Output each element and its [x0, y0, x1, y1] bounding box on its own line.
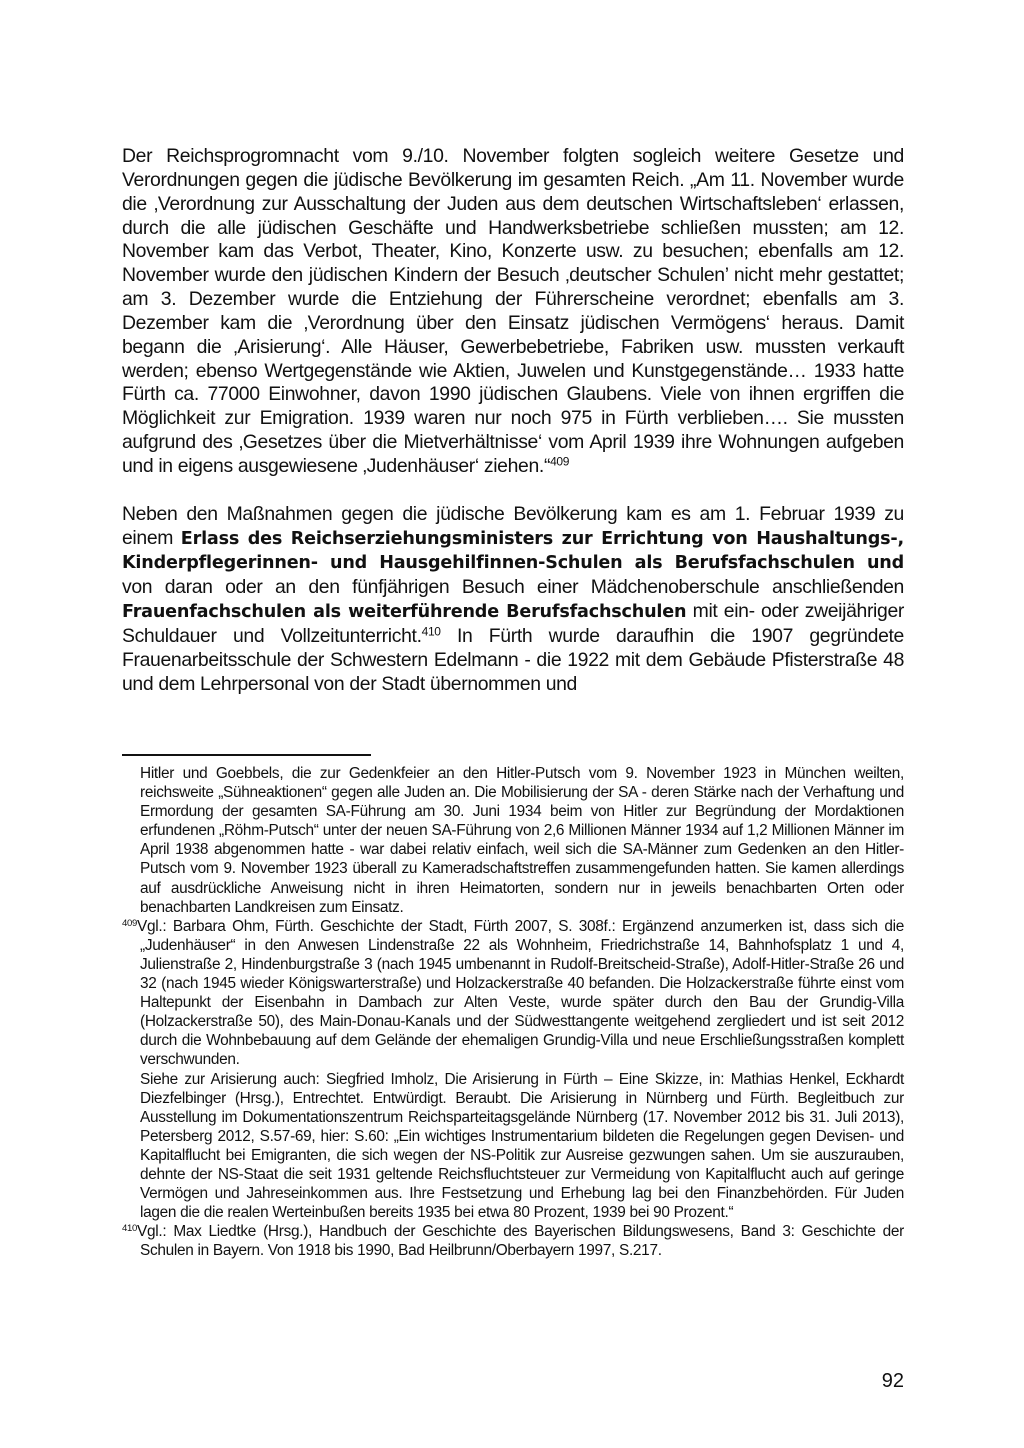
page-number: 92 [881, 1370, 904, 1392]
paragraph-text: Neben den Maßnahmen gegen die jüdische Bevölkerung kam es am 1. Februar 1939 zu einem [122, 502, 904, 549]
footnote-ref-410: 410 [421, 624, 441, 639]
paragraph-text: In Fürth wurde daraufhin die 1907 gegründete Frauenarbeitsschule der Schwestern Edelmann - die 1922 mit dem Gebäude Pfisterstraße 48 und dem Lehrpersonal von der Stadt übernommen und [122, 624, 904, 695]
footnotes [122, 764, 904, 1260]
bold-phrase-frauenfachschulen: Frauenfachschulen als weiterführende Berufsfachschulen [122, 602, 687, 623]
footnote-number: 410 [122, 1223, 138, 1234]
paragraph-text: Der Reichsprogromnacht vom 9./10. November folgten sogleich weitere Gesetze und Verordnungen gegen die jüdische Bevölkerung im gesamten Reich. „Am 11. November wurde die ‚Verordnung zur Ausschaltung der Juden aus dem deutschen Wirtschaftsleben‘ erlassen, durch die alle jüdischen Geschäfte und Handwerksbetriebe schließen mussten; am 12. November kam das Verbot, Theater, Kino, Konzerte usw. zu besuchen; ebenfalls am 12. November wurde den jüdischen Kindern der Besuch ‚deutscher Schulen’ nicht mehr gestattet; am 3. Dezember wurde die Entziehung der Führerscheine verordnet; ebenfalls am 3. Dezember kam die ‚Verordnung über den Einsatz jüdischen Vermögens‘ heraus. Damit begann die ‚Arisierung‘. Alle Häuser, Gewerbebetriebe, Fabriken usw. mussten verkauft werden; ebenso Wertgegenstände wie Aktien, Juwelen und Kunstgegenstände… 1933 hatte Fürth ca. 77000 Einwohner, davon 1990 jüdischen Glaubens. Viele von ihnen ergriffen die Möglichkeit zur Emigration. 1939 waren nur noch 975 in Fürth verblieben…. Sie mussten aufgrund des ‚Gesetzes über die Mietverhältnisse‘ vom April 1939 ihre Wohnungen aufgeben und in eigens ausgewiesene ‚Judenhäuser‘ ziehen.“ [122, 145, 904, 477]
main-text [122, 145, 904, 696]
footnote-text: Vgl.: Barbara Ohm, Fürth. Geschichte der Stadt, Fürth 2007, S. 308f.: Ergänzend anzumerken ist, dass sich die „Judenhäuser“ in den Anwesen Lindenstraße 22 als Wohnheim, Friedrichstraße 14, Bahnhofsplatz 1 und 4, Julienstraße 2, Hindenburgstraße 3 (nach 1945 umbenannt in Rudolf-Breitscheid-Straße), Adolf-Hitler-Straße 26 und 32 (nach 1945 wieder Königswarterstraße) und Holzackerstraße 40 befanden. Die Holzackerstraße führte einst vom Haltepunkt der Eisenbahn in Dambach zur Alten Veste, wurde später durch den Bau der Grundig-Villa (Holzackerstraße 50), des Main-Donau-Kanals und der Südwesttangente weitgehend zergliedert und ist seit 2012 durch die Wohnbebauung auf dem Gelände der ehemaligen Grundig-Villa und neue Erschließungsstraßen komplett verschwunden. [137, 917, 904, 1069]
footnote-410 [122, 1222, 904, 1260]
bold-phrase-erlass: Erlass des Reichserziehungsministers zur Errichtung von Haushaltungs-, Kinderpflegerinnen- und Hausgehilfinnen-Schulen als Berufsfachschulen und [122, 528, 904, 574]
footnote-separator [122, 754, 371, 756]
paragraph-text: mit ein- oder zweijähriger Schuldauer und Vollzeitunterricht. [122, 600, 904, 647]
footnote-ref-409: 409 [550, 454, 570, 469]
paragraph-erlass [122, 503, 904, 697]
footnote-continued: Hitler und Goebbels, die zur Gedenkfeier an den Hitler-Putsch vom 9. November 1923 in München weilten, reichsweite „Sühneaktionen“ gegen alle Juden an. Die Mobilisierung der SA - deren Stärke nach der Verhaftung und Ermordung der gesamten SA-Führung am 30. Juni 1934 beim von Hitler zur Begründung der Mordaktionen erfundenen „Röhm-Putsch“ unter der neuen SA-Führung von 2,6 Millionen Männer 1934 auf 1,2 Millionen Männer im April 1938 abgenommen hatte - war dabei relativ einfach, weil sich die SA-Männer zum Gedenken an den Hitler-Putsch vom 9. November 1923 überall zu Kameradschaftstreffen zusammengefunden hatten. Sie kamen allerdings auf ausdrückliche Anweisung nicht in ihren Heimatorten, sondern nur in jeweils benachbarten Orten oder benachbarten Landkreisen zum Einsatz. [140, 765, 904, 916]
footnote-number: 409 [122, 917, 138, 929]
paragraph-text: von daran oder an den fünfjährigen Besuch einer Mädchenoberschule anschließenden [122, 576, 904, 599]
paragraph-reichspogromnacht [122, 145, 904, 479]
footnote-text: Vgl.: Max Liedtke (Hrsg.), Handbuch der Geschichte des Bayerischen Bildungswesens, Band 3: Geschichte der Schulen in Bayern. Von 1918 bis 1990, Bad Heilbrunn/Oberbayern 1997, S.217. [137, 1223, 904, 1260]
footnote-409-continued: Siehe zur Arisierung auch: Siegfried Imholz, Die Arisierung in Fürth – Eine Skizze, in: Mathias Henkel, Eckhardt Diezfelbinger (Hrsg.), Entrechtet. Entwürdigt. Beraubt. Die Arisierung in Nürnberg und Fürth. Begleitbuch zur Ausstellung im Dokumentationszentrum Reichsparteitagsgelände Nürnberg (17. November 2012 bis 31. Juli 2013), Petersberg 2012, S.57-69, hier: S.60: „Ein wichtiges Instrumentarium bildeten die Regelungen gegen Devisen- und Kapitalflucht bei Emigranten, die sich wegen der NS-Politik zur Ausreise gezwungen sahen. Um sie auszurauben, dehnte der NS-Staat die seit 1931 geltende Reichsfluchtsteuer zur Vermeidung von Kapitalflucht auch auf geringe Vermögen und Jahreseinkommen aus. Ihre Festsetzung und Erhebung lag bei den Finanzbehörden. Für Juden lagen die die realen Werteinbußen bereits 1935 bei etwa 80 Prozent, 1939 bei 90 Prozent.“ [140, 1070, 904, 1222]
footnote-409 [122, 917, 904, 1070]
